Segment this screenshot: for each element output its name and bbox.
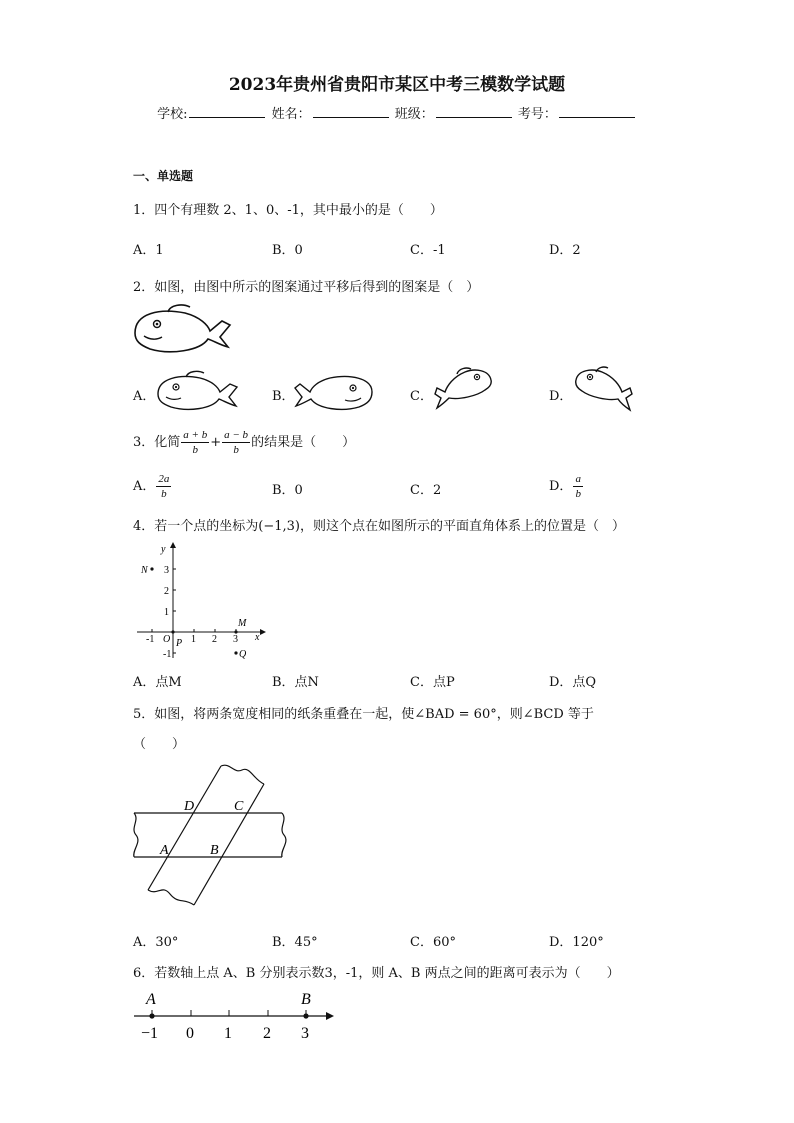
q1-option-c[interactable]: C．-1 [410, 243, 446, 258]
q6-tick-2: 2 [263, 1025, 271, 1042]
q5-option-a[interactable]: A．30° [133, 935, 179, 950]
q4-x-tick-1: 1 [191, 634, 196, 645]
q4-x-tick-3: 3 [233, 634, 238, 645]
q4-origin: O [163, 634, 171, 645]
q3-option-a[interactable]: A． $\frac{2a}{b}$ [133, 473, 170, 500]
q5-option-d[interactable]: D．120° [549, 935, 604, 950]
q4-x-tick-neg1: -1 [146, 634, 155, 645]
q2-option-d-whale [572, 366, 636, 418]
q6-tick-1: 1 [224, 1025, 232, 1042]
q2-option-d[interactable]: D． [549, 389, 573, 404]
exam-no-blank[interactable] [559, 105, 635, 118]
school-blank[interactable] [189, 105, 265, 118]
q4-point-p [171, 630, 174, 633]
q6-point-b [303, 1013, 308, 1018]
q4-point-m [234, 630, 237, 633]
q3-fraction-1: $\frac{a + b}{b}$ [183, 429, 208, 456]
name-blank[interactable] [313, 105, 389, 118]
q4-point-n [150, 567, 153, 570]
q5-label-c: C [234, 799, 244, 814]
q4-y-tick-neg1: -1 [163, 649, 172, 660]
q4-y-tick-1: 1 [164, 607, 169, 618]
q3-plus: + [210, 435, 222, 450]
q6-number-line [132, 988, 337, 1043]
q4-option-b[interactable]: B．点N [272, 675, 319, 690]
q1-option-b[interactable]: B．0 [272, 243, 303, 258]
q3-option-d[interactable]: D． $\frac{a}{b}$ [549, 473, 581, 500]
q3-stem-prefix: 3．化简 [133, 435, 181, 450]
q4-label-n: N [141, 565, 148, 576]
q3-fraction-2: $\frac{a - b}{b}$ [224, 429, 249, 456]
q4-coordinate-plane [135, 540, 265, 665]
q6-tick-0: 0 [186, 1025, 194, 1042]
q3-stem [133, 428, 355, 457]
q5-label-a: A [160, 843, 169, 858]
class-label: 班级： [394, 107, 434, 122]
q5-stem-blank: （ ） [133, 737, 186, 752]
q5-option-b[interactable]: B．45° [272, 935, 318, 950]
q6-point-a [149, 1013, 154, 1018]
q4-option-d[interactable]: D．点Q [549, 675, 597, 690]
q5-option-c[interactable]: C．60° [410, 935, 456, 950]
q4-option-a[interactable]: A．点M [133, 675, 182, 690]
q5-paper-strips-figure [130, 760, 295, 920]
q2-option-c-whale [433, 366, 495, 416]
school-label: 学校: [157, 107, 188, 122]
q6-stem: 6．若数轴上点 A、B 分别表示数3，-1，则 A、B 两点之间的距离可表示为（ ） [133, 966, 620, 981]
exam-no-label: 考号： [517, 107, 557, 122]
q1-option-a[interactable]: A．1 [133, 243, 164, 258]
q5-label-d: D [184, 799, 195, 814]
q4-option-c[interactable]: C．点P [410, 675, 455, 690]
q3-stem-suffix: 的结果是（ ） [251, 435, 356, 450]
q4-y-label: y [161, 544, 166, 555]
q4-label-p: P [176, 638, 183, 649]
q5-label-b: B [210, 843, 219, 858]
q4-point-q [234, 651, 237, 654]
q2-option-a-whale [155, 370, 237, 414]
q2-option-c[interactable]: C． [410, 389, 433, 404]
q2-option-b[interactable]: B． [272, 389, 295, 404]
q4-stem: 4．若一个点的坐标为(−1,3)，则这个点在如图所示的平面直角体系上的位置是（ ） [133, 519, 625, 534]
q5-stem: 5．如图，将两条宽度相同的纸条重叠在一起，使∠BAD = 60°，则∠BCD 等于 [133, 707, 594, 722]
q1-stem: 1．四个有理数 2、1、0、-1，其中最小的是（ ） [133, 203, 443, 218]
q1-option-d[interactable]: D．2 [549, 243, 581, 258]
q4-label-m: M [238, 618, 247, 629]
q4-y-tick-2: 2 [164, 586, 169, 597]
name-label: 姓名： [271, 107, 311, 122]
q4-x-label: x [255, 632, 260, 643]
section-heading-single-choice: 一、单选题 [133, 169, 194, 183]
class-blank[interactable] [436, 105, 512, 118]
q2-option-a[interactable]: A． [133, 389, 156, 404]
student-info-line [0, 103, 794, 122]
q2-stem: 2．如图，由图中所示的图案通过平移后得到的图案是（ ） [133, 280, 480, 295]
q6-label-b: B [301, 991, 311, 1008]
q6-tick-3: 3 [301, 1025, 309, 1042]
q6-tick-neg1: −1 [141, 1025, 159, 1042]
q3-option-b[interactable]: B．0 [272, 483, 303, 498]
q4-label-q: Q [239, 649, 247, 660]
q2-option-b-whale [295, 370, 375, 414]
q3-option-c[interactable]: C．2 [410, 483, 442, 498]
page-title: 2023年贵州省贵阳市某区中考三模数学试题 [228, 75, 566, 95]
q4-x-tick-2: 2 [212, 634, 217, 645]
q4-y-tick-3: 3 [164, 565, 169, 576]
q2-whale-figure [130, 303, 230, 355]
q6-label-a: A [146, 991, 156, 1008]
